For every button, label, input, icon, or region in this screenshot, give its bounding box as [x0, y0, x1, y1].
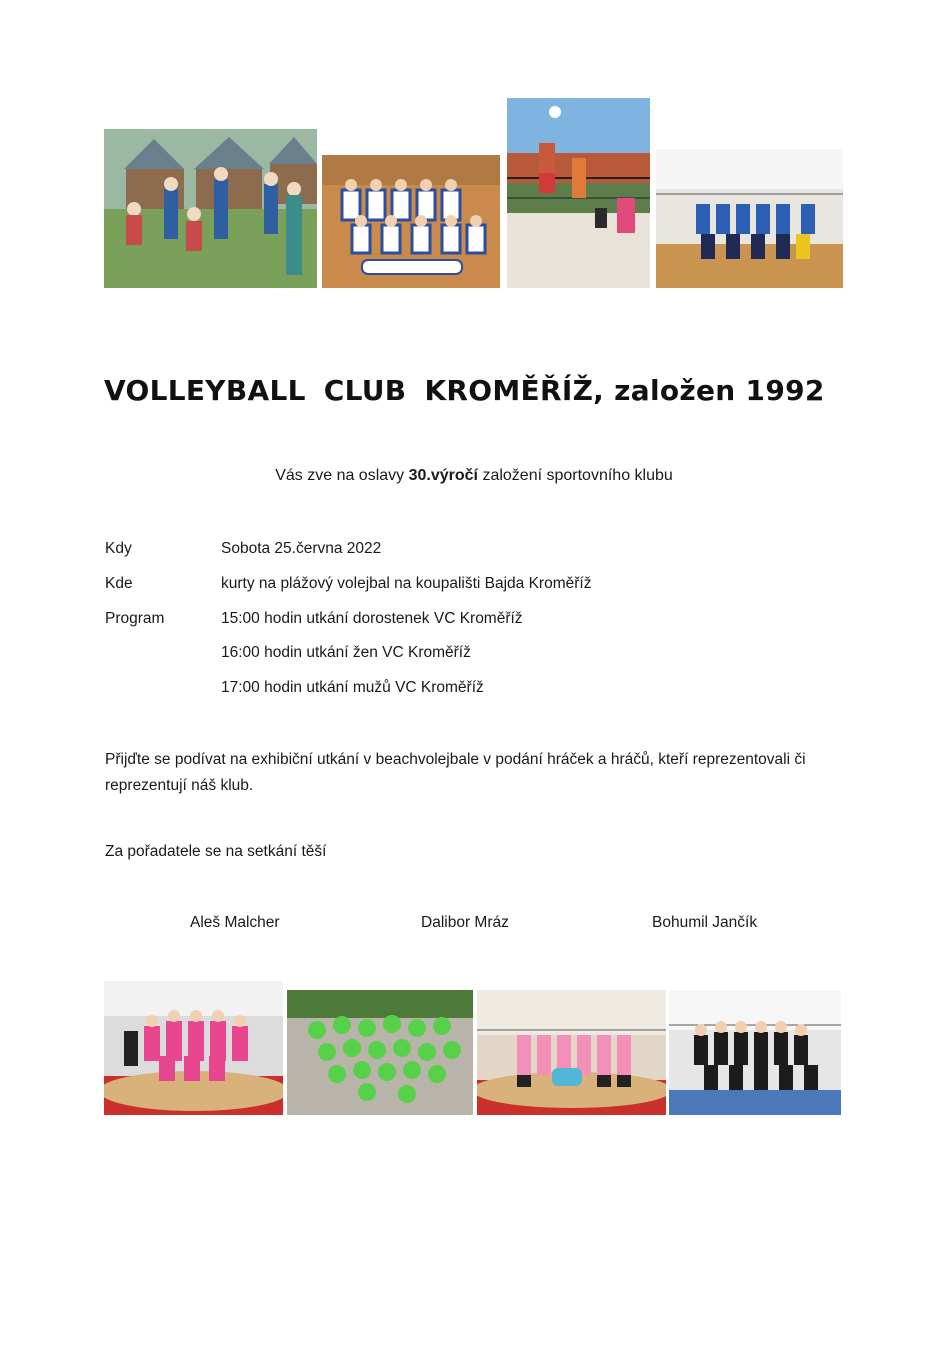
- program-item: 15:00 hodin utkání dorostenek VC Kroměříž: [221, 610, 523, 627]
- signature-name: Bohumil Jančík: [652, 914, 758, 931]
- title-part-2: CLUB: [323, 374, 407, 407]
- invitation-line: [0, 467, 948, 485]
- closing-line: Za pořadatele se na setkání těší: [105, 843, 327, 860]
- page-title: [104, 374, 864, 407]
- program-item: 16:00 hodin utkání žen VC Kroměříž: [221, 644, 471, 661]
- signature-name: Aleš Malcher: [190, 914, 280, 931]
- where-value: kurty na plážový volejbal na koupališti Bajda Kroměříž: [221, 575, 592, 592]
- program-item: 17:00 hodin utkání mužů VC Kroměříž: [221, 679, 484, 696]
- invitation-anniversary: 30.výročí: [408, 467, 478, 484]
- when-label: Kdy: [105, 540, 132, 557]
- photo-women-pink-gym: [477, 990, 666, 1115]
- photo-team-black-jerseys: [669, 990, 841, 1115]
- where-label: Kde: [105, 575, 133, 592]
- title-part-1: VOLLEYBALL: [104, 374, 306, 407]
- photo-youth-green-shirts: [287, 990, 473, 1115]
- invitation-text-before: Vás zve na oslavy: [275, 467, 409, 484]
- title-part-3: KROMĚŘÍŽ, založen 1992: [424, 374, 825, 407]
- program-label: Program: [105, 610, 165, 627]
- photo-team-outdoor-1990s: [104, 129, 317, 288]
- exhibition-paragraph: Přijďte se podívat na exhibiční utkání v beachvolejbale v podání hráček a hráčů, kteří reprezentovali či reprezentují náš klub.: [105, 751, 806, 794]
- when-value: Sobota 25.června 2022: [221, 540, 382, 557]
- invitation-text-after: založení sportovního klubu: [478, 467, 673, 484]
- photo-team-gym-jerseys: [322, 155, 500, 288]
- photo-beach-volleyball-spike: [507, 98, 650, 288]
- photo-team-gym-group: [656, 149, 843, 288]
- photo-girls-pink-jerseys: [104, 981, 283, 1115]
- signature-name: Dalibor Mráz: [421, 914, 509, 931]
